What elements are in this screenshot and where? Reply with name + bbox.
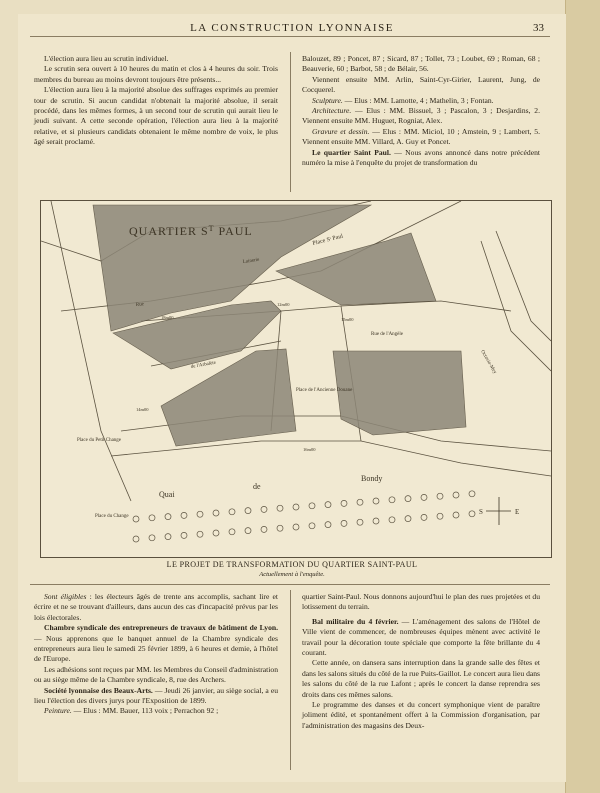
category-label: Architecture. <box>312 106 352 116</box>
paragraph: Balouzet, 89 ; Poncet, 87 ; Sicard, 87 ; Tollet, 73 ; Loubet, 69 ; Roman, 68 ; Beauverie, 60 ; Barbot, 58 ; de Bélair, 56. <box>302 54 540 74</box>
header-rule <box>30 36 550 37</box>
label-rue: Rue <box>135 302 145 308</box>
tree-icon <box>421 494 427 500</box>
bottom-right-column <box>302 592 540 731</box>
paragraph: L'élection aura lieu à la majorité absolue des suffrages exprimés au premier tour de scrutin. Si aucun candidat n'obtenait la majorité absolue, il serait procédé, dans les mêmes formes, à un second tour de scrutin qui aurait lieu le jeudi suivant. A cette seconde opération, l'élection aura lieu à la majorité relative, et si plusieurs candidats obtenaient le même nombre de voix, le plus âgé serait proclamé. <box>34 85 278 147</box>
tree-icon <box>437 513 443 519</box>
map-title: QUARTIER $S^T$ PAUL <box>129 224 253 238</box>
map-figure <box>40 200 552 558</box>
tree-icon <box>405 516 411 522</box>
section-heading: Le quartier Saint Paul. <box>312 147 391 157</box>
tree-icon <box>181 512 187 518</box>
paragraph <box>302 96 540 106</box>
tree-icon <box>405 496 411 502</box>
tree-icon <box>469 511 475 517</box>
paragraph <box>34 686 278 707</box>
tree-icon <box>197 531 203 537</box>
label-place-change: Place du Change <box>95 514 129 519</box>
paragraph-text: — Jeudi 26 janvier, au siège social, a eu lieu l'élection des divers jurys pour l'Exposition de 1899. <box>34 685 278 706</box>
tree-icon <box>165 514 171 520</box>
tree-icon <box>277 525 283 531</box>
label-octavio-mey: Octavio-Mey <box>479 349 497 376</box>
label-rue-angele: Rue de l'Angèle <box>371 332 404 337</box>
category-text: — Elus : MM. Lamotte, 4 ; Mathelin, 3 ; Fontan. <box>342 95 494 105</box>
paragraph: Viennent ensuite MM. Arlin, Saint-Cyr-Girier, Laurent, Jung, de Cocquerel. <box>302 74 540 95</box>
tree-icon <box>309 503 315 509</box>
caption-rule <box>30 584 550 585</box>
tree-icon <box>277 505 283 511</box>
tree-icon <box>309 523 315 529</box>
tree-icon <box>389 517 395 523</box>
column-divider <box>290 52 291 192</box>
paragraph-text: — Elus : MM. Bauer, 113 voix ; Perrachon 92 ; <box>71 706 219 716</box>
paragraph-text: — Nous apprenons que le banquet annuel de la Chambre syndicale des entrepreneurs aura lieu le samedi 25 février 1899, à 6 heures et demie, à l'hôtel de l'Europe. <box>34 633 278 664</box>
dimension-label: 12m00 <box>277 302 290 307</box>
label-bondy: Bondy <box>361 474 383 483</box>
category-text: — Elus : MM. Bissuel, 3 ; Pascalon, 3 ; Desjardins, 2. Viennent ensuite MM. Huguet, Rogniat, Alex. <box>302 106 540 126</box>
tree-icon <box>453 492 459 498</box>
tree-icon <box>325 502 331 508</box>
label-quai: Quai <box>159 490 175 499</box>
tree-icon <box>165 534 171 540</box>
compass-s: S <box>479 508 483 516</box>
tree-icon <box>197 511 203 517</box>
paragraph <box>302 127 540 148</box>
compass <box>486 497 511 525</box>
paragraph: Le scrutin sera ouvert à 10 heures du matin et clos à 4 heures du soir. Trois membres du bureau au moins devront toujours être présents... <box>34 64 278 84</box>
tree-icon <box>261 506 267 512</box>
tree-icon <box>421 514 427 520</box>
tree-icon <box>373 518 379 524</box>
section-heading: Société lyonnaise des Beaux-Arts. <box>44 685 153 695</box>
category-text: — Elus : MM. Miciol, 10 ; Amstein, 9 ; Lambert, 5. Viennent ensuite MM. Villard, A. Guy et Poncet. <box>302 126 540 147</box>
eligibles-heading: Sont éligibles <box>44 592 87 601</box>
label-lainerie: Lainerie <box>242 257 260 265</box>
tree-row <box>133 491 475 542</box>
paragraph <box>302 617 540 659</box>
tree-icon <box>261 526 267 532</box>
page <box>18 14 566 782</box>
tree-icon <box>133 536 139 542</box>
section-heading: Bal militaire du 4 février. <box>312 616 399 626</box>
dimension-label: 16m00 <box>303 447 316 452</box>
section-text: — Nous avons annoncé dans notre précédent numéro la mise à l'enquête du projet de transformation du <box>302 147 540 168</box>
paragraph: L'élection aura lieu au scrutin individuel. <box>44 54 169 63</box>
section-heading: Chambre syndicale des entrepreneurs de travaux de bâtiment de Lyon. <box>44 623 278 633</box>
paragraph <box>34 592 278 623</box>
tree-icon <box>293 524 299 530</box>
dimension-label: 18m00 <box>161 315 174 320</box>
tree-icon <box>293 504 299 510</box>
category-label: Gravure et dessin. <box>312 126 370 136</box>
label-arbalete: de l'Arbalète <box>190 360 217 370</box>
page-number: 33 <box>533 22 544 34</box>
book-edge <box>565 0 600 793</box>
tree-icon <box>245 508 251 514</box>
quartier-map <box>41 201 551 557</box>
tree-icon <box>149 535 155 541</box>
paragraph <box>302 106 540 127</box>
dimension-label: 14m00 <box>136 407 149 412</box>
top-right-column <box>302 54 540 168</box>
tree-icon <box>229 509 235 515</box>
paragraph <box>34 706 278 716</box>
label-de: de <box>253 482 261 491</box>
paragraph: Cette année, on dansera sans interruption dans la grande salle des fêtes et dans les salons situés du côté de la rue Puits-Gaillot. Le concert aura lieu dans les salons du côté de la rue Lafont ; après le concert la danse reprendra ses droits dans ces mêmes salons. <box>302 658 540 699</box>
figure-subcaption: Actuellement à l'enquête. <box>259 571 325 578</box>
tree-icon <box>373 498 379 504</box>
paragraph <box>302 148 540 169</box>
tree-icon <box>453 512 459 518</box>
paragraph-text: — L'aménagement des salons de l'Hôtel de Ville vient de commencer, de nombreuses équipes mènent avec activité le travail pour la décoration toute spéciale que comporte la fête brillante du 4 courant. <box>302 616 540 658</box>
tree-icon <box>133 516 139 522</box>
tree-icon <box>245 528 251 534</box>
figure-caption: LE PROJET DE TRANSFORMATION DU QUARTIER SAINT-PAUL <box>166 560 418 569</box>
column-divider <box>290 590 291 770</box>
tree-icon <box>389 497 395 503</box>
tree-icon <box>229 529 235 535</box>
tree-icon <box>341 520 347 526</box>
paragraph: quartier Saint-Paul. Nous donnons aujourd'hui le plan des rues projetées et du lotissement du terrain. <box>302 592 540 612</box>
bottom-left-column <box>34 592 278 717</box>
tree-icon <box>149 515 155 521</box>
running-header: LA CONSTRUCTION LYONNAISE <box>190 22 394 34</box>
paragraph <box>34 623 278 665</box>
tree-icon <box>357 499 363 505</box>
category-label: Sculpture. <box>312 95 343 105</box>
tree-icon <box>437 493 443 499</box>
tree-icon <box>325 522 331 528</box>
tree-icon <box>213 510 219 516</box>
lot-e <box>333 351 466 435</box>
category-label: Peinture. <box>44 706 72 716</box>
tree-icon <box>341 500 347 506</box>
label-place-ancienne-douane: Place de l'Ancienne Douane <box>296 388 353 393</box>
top-left-column <box>34 54 278 148</box>
label-place-petit-change: Place du Petit Change <box>77 438 122 443</box>
paragraph-text: : les électeurs âgés de trente ans accomplis, sachant lire et écrire et ne se trouvant d'ailleurs, dans aucun des cas d'incapacité prévus par les lois électorales. <box>34 592 278 622</box>
tree-icon <box>357 519 363 525</box>
tree-icon <box>181 532 187 538</box>
tree-icon <box>469 491 475 497</box>
paragraph: Le programme des danses et du concert symphonique vient de paraître joliment édité, et spontanément offert à la Commission d'organisation, par l'administration des magasins des Deux- <box>302 700 540 730</box>
tree-icon <box>213 530 219 536</box>
dimension-label: 15m00 <box>341 317 354 322</box>
compass-e: E <box>515 508 520 516</box>
label-place-st-paul: Place Sᵗ Paul <box>312 233 344 247</box>
paragraph: Les adhésions sont reçues par MM. les Membres du Conseil d'administration ou au siège même de la Chambre syndicale, 8, rue des Archers. <box>34 664 278 685</box>
